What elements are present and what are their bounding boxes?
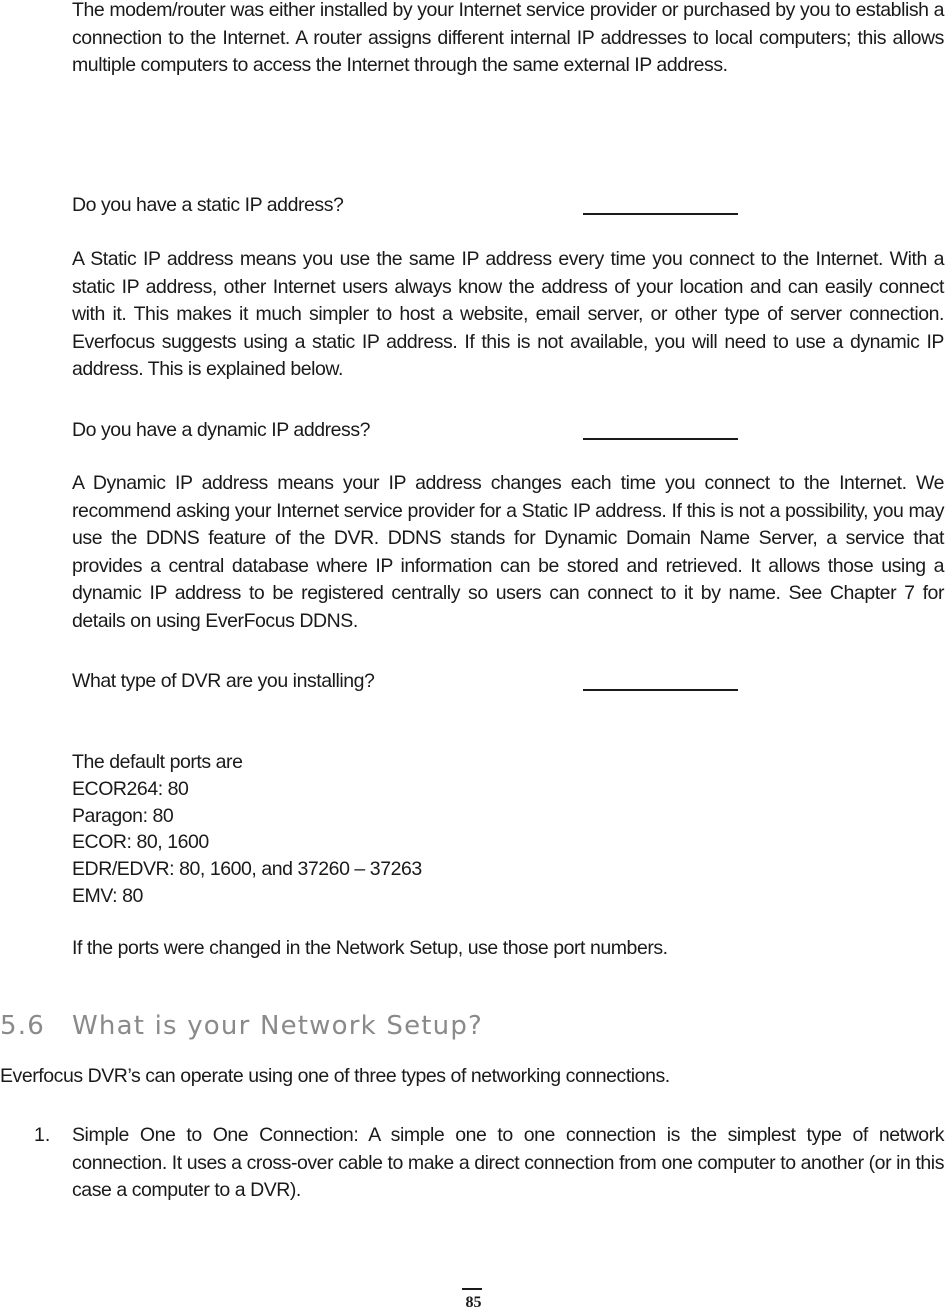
dynamic-ip-question: Do you have a dynamic IP address?: [72, 419, 371, 441]
section-intro: Everfocus DVR’s can operate using one of three types of networking connections.: [0, 1065, 670, 1087]
section-number: 5.6: [0, 1011, 45, 1041]
static-ip-explanation: A Static IP address means you use the same IP address every time you connect to the Internet. With a static IP address, other Internet users always know the address of your location and can easily connect with it. This makes it much simpler to host a website, email server, or other type of server connection. Everfocus suggests using a static IP address. If this is not available, you will need to use a dynamic IP address. This is explained below.: [72, 248, 944, 381]
footer-rule: [462, 1288, 482, 1290]
static-ip-question-row: [72, 192, 944, 220]
dynamic-ip-answer-blank: [583, 417, 738, 440]
ports-changed-note: If the ports were changed in the Network Setup, use those port numbers.: [72, 937, 668, 959]
router-paragraph: The modem/router was either installed by your Internet service provider or purchased by you to establish a connection to the Internet. A router assigns different internal IP addresses to local computers; this allows multiple computers to access the Internet through the same external IP address.: [72, 0, 944, 77]
port-item: ECOR264: 80: [72, 777, 189, 800]
default-ports-list: [72, 749, 772, 910]
static-ip-answer-blank: [583, 192, 738, 215]
page-number: 85: [465, 1294, 482, 1311]
list-item-text: Simple One to One Connection: A simple one to one connection is the simplest type of network connection. It uses a cross-over cable to make a direct connection from one computer to another (or in this case a computer to a DVR).: [72, 1124, 944, 1202]
static-ip-question: Do you have a static IP address?: [72, 194, 344, 216]
port-item: EDR/EDVR: 80, 1600, and 37260 – 37263: [72, 858, 422, 881]
dvr-type-question-row: [72, 668, 944, 696]
section-title: What is your Network Setup?: [72, 1011, 484, 1041]
port-item: Paragon: 80: [72, 804, 174, 827]
dvr-type-answer-blank: [583, 668, 738, 691]
dynamic-ip-explanation: A Dynamic IP address means your IP address changes each time you connect to the Internet. We recommend asking your Internet service provider for a Static IP address. If this is not a possibility, you may use the DDNS feature of the DVR. DDNS stands for Dynamic Domain Name Server, a service that provides a central database where IP information can be stored and retrieved. It allows those using a dynamic IP address to be registered centrally so users can connect to it by name. See Chapter 7 for details on using EverFocus DDNS.: [72, 472, 944, 632]
section-heading: [0, 1011, 483, 1041]
dvr-type-question: What type of DVR are you installing?: [72, 670, 375, 692]
port-item: EMV: 80: [72, 884, 143, 907]
port-item: ECOR: 80, 1600: [72, 831, 209, 854]
dynamic-ip-question-row: [72, 417, 944, 445]
list-item-number: 1.: [34, 1124, 51, 1146]
default-ports-title: The default ports are: [72, 751, 243, 773]
